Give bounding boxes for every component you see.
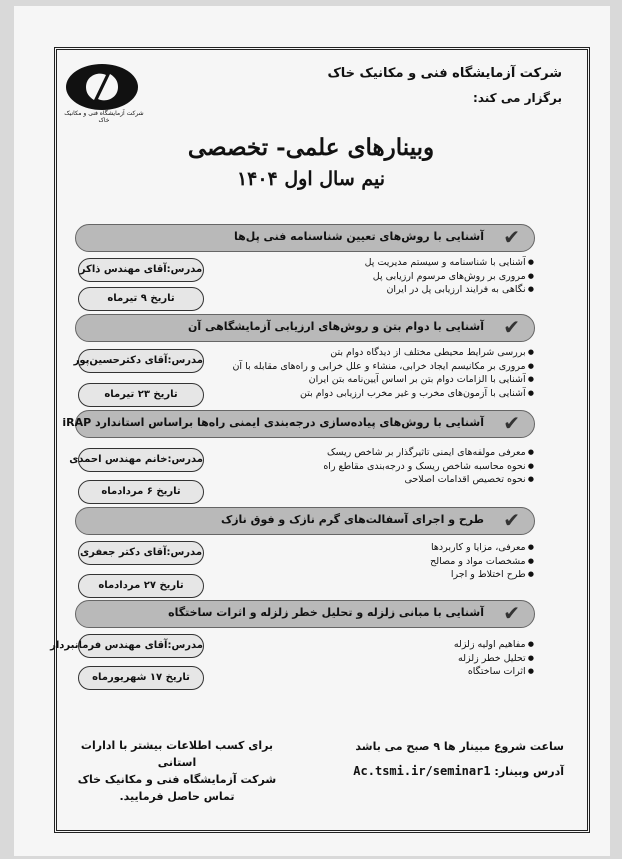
check-icon: ✔ <box>503 601 520 625</box>
webinar-1-teacher: مدرس:آقای مهندس ذاکر <box>78 258 204 282</box>
list-item: ● تحلیل خطر زلزله <box>204 652 534 666</box>
list-item: ● آشنایی با شناسنامه و سیستم مدیریت پل <box>204 256 534 270</box>
start-time: ساعت شروع مبینار ها ۹ صبح می باشد <box>355 740 564 753</box>
contact-line-2: شرکت آزمایشگاه فنی و مکانیک خاک <box>77 773 277 786</box>
check-icon: ✔ <box>503 508 520 532</box>
webinar-2-teacher: مدرس:آقای دکترحسین‌پور <box>78 349 204 373</box>
check-icon: ✔ <box>503 225 520 249</box>
page-title: وبینارهای علمی- تخصصی <box>187 134 435 161</box>
contact-line-3: تماس حاصل فرمایید. <box>119 790 235 803</box>
address-link[interactable]: Ac.tsmi.ir/seminar1 <box>353 764 491 778</box>
webinar-4-bullets <box>204 541 534 582</box>
list-item: ● نگاهی به فرایند ارزیابی پل در ایران <box>204 283 534 297</box>
webinar-5-teacher: مدرس:آقای مهندس فرمانبردار <box>78 634 204 658</box>
address-label: آدرس وبینار: <box>494 765 564 778</box>
company-logo <box>64 62 140 112</box>
list-item: ● معرفی، مزایا و کاربردها <box>204 541 534 555</box>
webinar-5-date: تاریخ ۱۷ شهریورماه <box>78 666 204 690</box>
webinar-4-date: تاریخ ۲۷ مردادماه <box>78 574 204 598</box>
list-item: ● طرح اختلاط و اجرا <box>204 568 534 582</box>
poster-frame <box>54 47 590 833</box>
webinar-1-title-bar <box>75 224 535 252</box>
webinar-2-bullets <box>204 346 534 400</box>
list-item: ● آشنایی با آزمون‌های مخرب و غیر مخرب ارزیابی دوام بتن <box>204 387 534 401</box>
list-item: ● آشنایی با الزامات دوام بتن بر اساس آیین‌نامه بتن ایران <box>204 373 534 387</box>
webinar-3-title-bar <box>62 410 535 438</box>
webinar-4-title-bar <box>75 507 535 535</box>
webinar-3-teacher: مدرس:خانم مهندس احمدی <box>78 448 204 472</box>
webinar-1-title: آشنایی با روش‌های تعیین شناسنامه فنی پل‌ها <box>234 230 484 243</box>
list-item: ● نحوه تخصیص اقدامات اصلاحی <box>204 473 534 487</box>
webinar-3-date: تاریخ ۶ مردادماه <box>78 480 204 504</box>
webinar-5-title: آشنایی با مبانی زلزله و تحلیل خطر زلزله و اثرات ساختگاه <box>168 606 484 619</box>
list-item: ● معرفی مولفه‌های ایمنی تاثیرگذار بر شاخص ریسک <box>204 446 534 460</box>
list-item: ● مشخصات مواد و مصالح <box>204 555 534 569</box>
webinar-address <box>304 764 564 778</box>
list-item: ● بررسی شرایط محیطی مختلف از دیدگاه دوام بتن <box>204 346 534 360</box>
webinar-2-title: آشنایی با دوام بتن و روش‌های ارزیابی آزمایشگاهی آن <box>188 320 484 333</box>
list-item: ● مفاهیم اولیه زلزله <box>204 638 534 652</box>
webinar-3-bullets <box>204 446 534 487</box>
logo-caption: شرکت آزمایشگاه فنی و مکانیک خاک <box>64 110 144 124</box>
list-item: ● اثرات ساختگاه <box>204 665 534 679</box>
webinar-4-teacher: مدرس:آقای دکتر جعفری <box>78 541 204 565</box>
webinar-1-bullets <box>204 256 534 297</box>
list-item: ● مروری بر مکانیسم ایجاد خرابی، منشاء و علل خرابی و راه‌های مقابله با آن <box>204 360 534 374</box>
webinar-1-date: تاریخ ۹ تیرماه <box>78 287 204 311</box>
webinar-5-bullets <box>204 638 534 679</box>
presents-text: برگزار می کند: <box>473 91 562 105</box>
webinar-2-date: تاریخ ۲۳ تیرماه <box>78 383 204 407</box>
list-item: ● مروری بر روش‌های مرسوم ارزیابی پل <box>204 270 534 284</box>
page-subtitle: نیم سال اول ۱۴۰۴ <box>236 168 386 190</box>
webinar-4-title: طرح و اجرای آسفالت‌های گرم نازک و فوق نازک <box>220 513 484 526</box>
webinar-2-title-bar <box>75 314 535 342</box>
webinar-5-title-bar <box>75 600 535 628</box>
contact-line-1: برای کسب اطلاعات بیشتر با ادارات استانی <box>80 739 274 769</box>
check-icon: ✔ <box>503 315 520 339</box>
webinar-3-title: آشنایی با روش‌های پیاده‌سازی درجه‌بندی ایمنی راه‌ها براساس استاندارد iRAP <box>62 416 484 429</box>
list-item: ● نحوه محاسبه شاخص ریسک و درجه‌بندی مقاطع راه <box>204 460 534 474</box>
company-name: شرکت آزمایشگاه فنی و مکانیک خاک <box>327 66 562 81</box>
check-icon: ✔ <box>503 411 520 435</box>
contact-note <box>72 737 282 805</box>
